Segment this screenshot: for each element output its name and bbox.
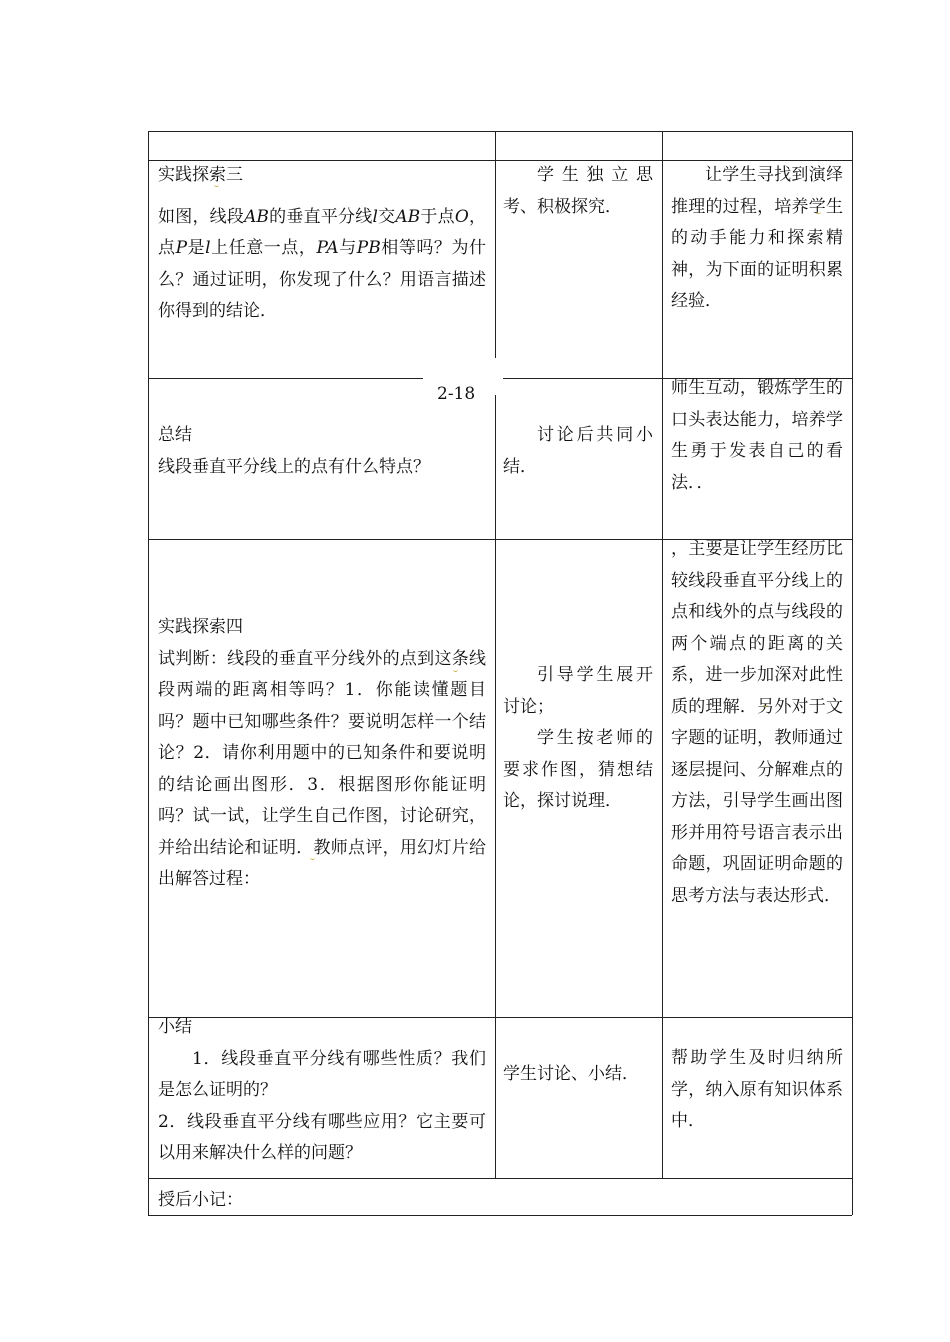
- scan-mark: [310, 855, 315, 860]
- symbol-ab: AB: [395, 206, 421, 227]
- row-divider: [148, 1178, 852, 1179]
- row2-student-activity: 讨论后共同小结．: [503, 425, 653, 477]
- row2-design-intent: 师生互动，锻炼学生的口头表达能力，培养学生勇于发表自己的看法．．: [671, 378, 843, 493]
- symbol-l: l: [205, 238, 211, 258]
- section-title: 实践探索四: [158, 617, 243, 637]
- scan-mark: [453, 667, 458, 672]
- section-title: 实践探索三: [158, 165, 243, 185]
- row3-student-activity: [503, 660, 653, 818]
- scan-mark: [816, 209, 821, 214]
- summary-point-2: 2．线段垂直平分线有哪些应用？它主要可以用来解决什么样的问题？: [158, 1111, 486, 1163]
- row3-activity-cell: [158, 612, 486, 896]
- row3-design-intent: ，主要是让学生经历比较线段垂直平分线上的点和线外的点与线段的两个端点的距离的关系，进一步加深对此性质的理解．另外对于文字题的证明，教师通过逐层提问、分解难点的方法，引导学生画出图形并用符号语言表示出命题，巩固证明命题的思考方法与表达形式．: [671, 539, 843, 906]
- section-title: 小结: [158, 1017, 192, 1037]
- text-run: 的垂直平分线: [268, 206, 373, 227]
- symbol-ab: AB: [244, 206, 269, 227]
- row1-design-intent: 让学生寻找到演绎推理的过程，培养学生的动手能力和探索精神，为下面的证明积累经验．: [671, 165, 843, 311]
- text-run: ，点: [158, 206, 487, 258]
- symbol-o: O: [454, 206, 469, 227]
- summary-point-1: 1．线段垂直平分线有哪些性质？我们是怎么证明的？: [158, 1048, 486, 1100]
- post-lesson-notes: 授后小记：: [158, 1190, 243, 1210]
- row4-design-intent: 帮助学生及时归纳所学，纳入原有知识体系中．: [671, 1048, 843, 1131]
- row4-activity-cell: [158, 1012, 486, 1170]
- col-divider: [662, 131, 663, 1178]
- summary-question: 线段垂直平分线上的点有什么特点？: [158, 456, 430, 477]
- text-run: 交: [377, 206, 396, 227]
- col-divider: [495, 131, 496, 358]
- col-divider: [495, 395, 496, 1178]
- text-run: 是: [187, 238, 206, 258]
- text-run: 如图，线段: [158, 206, 245, 227]
- row4-student-activity: 学生讨论、小结．: [503, 1064, 639, 1084]
- symbol-p: P: [175, 238, 188, 258]
- symbol-pb: PB: [356, 238, 381, 258]
- student-activity-a: 引导学生展开讨论；: [503, 665, 653, 717]
- exploration-text: 试判断：线段的垂直平分线外的点到这条线段两端的距离相等吗？1．你能读懂题目吗？题中已知哪些条件？要说明怎样一个结论？2．请你利用题中的已知条件和要说明的结论画出图形．3．根据图形你能证明吗？试一试，让学生自己作图，讨论研究，并给出结论和证明．教师点评，用幻灯片给出解答过程：: [158, 648, 486, 889]
- row2-activity-cell: [158, 420, 486, 483]
- page-number: 2-18: [437, 384, 476, 404]
- symbol-pa: PA: [316, 238, 339, 258]
- table-border-right: [852, 131, 853, 1215]
- text-run: 上任意一点，: [210, 238, 317, 258]
- symbol-l: l: [372, 206, 378, 227]
- text-run: 相等吗？为什么？通过证明，你发现了什么？用语言描述你得到的结论．: [158, 238, 487, 321]
- row-divider: [148, 378, 423, 379]
- student-activity-b: 学生按老师的要求作图，猜想结论，探讨说理．: [503, 728, 653, 811]
- row1-student-activity: 学生独立思考、积极探究．: [503, 165, 653, 217]
- scan-mark: [763, 702, 768, 707]
- scan-mark: [214, 182, 219, 187]
- text-run: 于点: [420, 206, 455, 227]
- problem-text: [158, 202, 486, 328]
- text-run: 与: [338, 238, 357, 258]
- row1-activity-cell: [158, 160, 486, 328]
- section-title: 总结: [158, 425, 192, 445]
- table-border-left: [148, 131, 149, 1215]
- table-border-top: [148, 131, 852, 132]
